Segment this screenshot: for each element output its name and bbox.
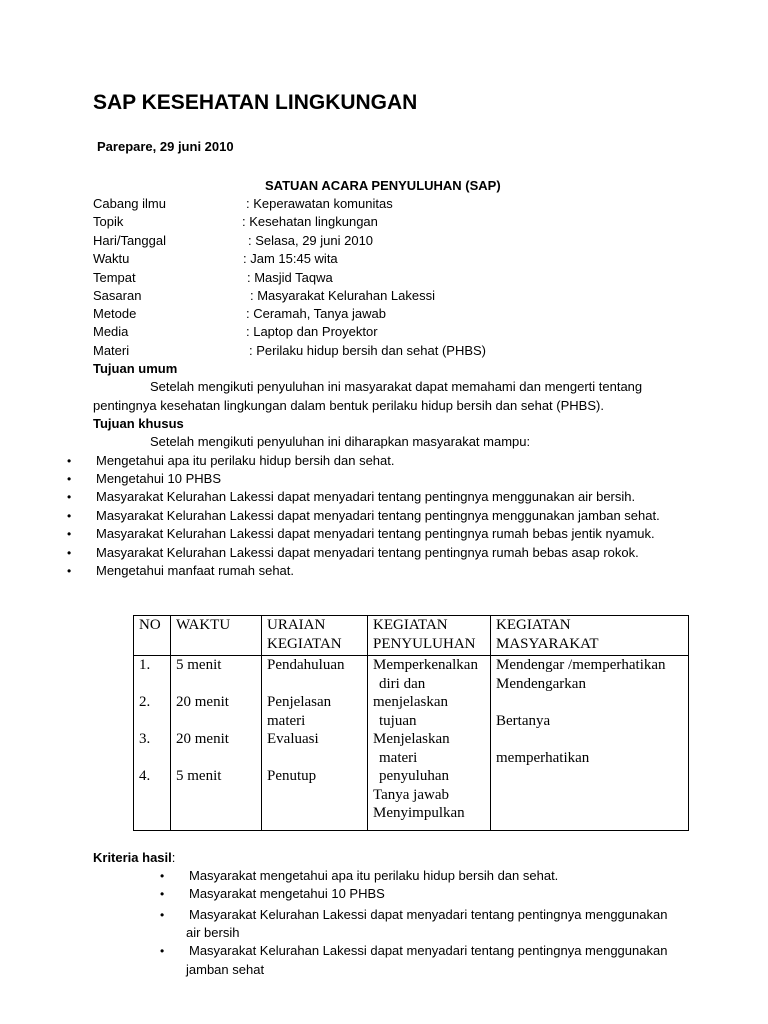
bullet-icon: • (67, 454, 72, 468)
cell-line: diri dan (379, 675, 426, 692)
cell-line: 5 menit (176, 657, 222, 673)
cell-line: 1. (139, 657, 151, 673)
cell-line (496, 730, 683, 749)
info-label: Metode (93, 306, 137, 321)
bullet-icon: • (67, 564, 72, 578)
info-value: : Laptop dan Proyektor (246, 324, 378, 339)
info-value: : Perilaku hidup bersih dan sehat (PHBS) (249, 343, 487, 358)
info-value: : Masyarakat Kelurahan Lakessi (250, 288, 435, 303)
cell-line: Penjelasan (267, 694, 332, 710)
table-row (134, 656, 689, 831)
cell-line: KEGIATAN (496, 617, 571, 633)
bullet-icon: • (160, 869, 165, 883)
list-item: Masyarakat Kelurahan Lakessi dapat menyadari tentang pentingnya menggunakan (189, 907, 668, 922)
kriteria-label: Kriteria hasil (93, 850, 172, 865)
info-label: Tempat (93, 270, 136, 285)
info-label: Waktu (93, 251, 130, 266)
tujuan-umum-text-line-2: pentingnya kesehatan lingkungan dalam bentuk perilaku hidup bersih dan sehat (PHBS). (93, 398, 604, 413)
bullet-icon: • (160, 944, 165, 958)
kriteria-heading (93, 850, 175, 865)
list-item-continuation: air bersih (186, 925, 240, 940)
list-item: Masyarakat mengetahui 10 PHBS (189, 886, 385, 901)
list-item: Mengetahui 10 PHBS (96, 471, 222, 486)
cell-line: 20 menit (176, 731, 229, 747)
list-item: Masyarakat Kelurahan Lakessi dapat menyadari tentang pentingnya rumah bebas jentik nyamuk. (96, 526, 655, 541)
cell-line: NO (139, 617, 161, 633)
header-uraian-kegiatan (262, 616, 368, 656)
cell-line: MASYARAKAT (496, 635, 599, 652)
cell-line: materi (267, 712, 306, 729)
col-uraian (262, 656, 368, 831)
col-kegiatan-penyuluhan (368, 656, 491, 831)
tujuan-khusus-heading: Tujuan khusus (93, 416, 184, 431)
info-label: Media (93, 324, 129, 339)
header-no (134, 616, 171, 656)
tujuan-khusus-intro: Setelah mengikuti penyuluhan ini diharapkan masyarakat mampu: (150, 434, 531, 449)
col-kegiatan-masyarakat (491, 656, 689, 831)
cell-line: URAIAN (267, 617, 326, 633)
cell-line: Pendahuluan (267, 657, 345, 673)
header-kegiatan-masyarakat (491, 616, 689, 656)
tujuan-umum-heading: Tujuan umum (93, 361, 178, 376)
cell-line: penyuluhan (379, 768, 449, 784)
bullet-icon: • (67, 509, 72, 523)
list-item: Masyarakat Kelurahan Lakessi dapat menyadari tentang pentingnya menggunakan (189, 943, 668, 958)
cell-line: Tanya jawab (373, 786, 449, 803)
cell-line: memperhatikan (496, 749, 590, 766)
info-label: Hari/Tanggal (93, 233, 166, 248)
cell-line: materi (379, 749, 418, 766)
cell-line: Menyimpulkan (373, 805, 465, 821)
list-item: Masyarakat Kelurahan Lakessi dapat menyadari tentang pentingnya menggunakan jamban sehat. (96, 508, 660, 523)
list-item: Masyarakat Kelurahan Lakessi dapat menyadari tentang pentingnya menggunakan air bersih. (96, 489, 636, 504)
cell-line: PENYULUHAN (373, 635, 476, 652)
tujuan-umum-text-line-1: Setelah mengikuti penyuluhan ini masyarakat dapat memahami dan mengerti tentang (150, 379, 643, 394)
info-label: Cabang ilmu (93, 196, 166, 211)
document-title: SAP KESEHATAN LINGKUNGAN (93, 91, 418, 114)
cell-line: Mendengarkan (496, 675, 586, 692)
cell-line (267, 675, 362, 694)
header-kegiatan-penyuluhan (368, 616, 491, 656)
col-no (134, 656, 171, 831)
bullet-icon: • (160, 887, 165, 901)
bullet-icon: • (160, 908, 165, 922)
cell-line (176, 749, 256, 768)
bullet-icon: • (67, 527, 72, 541)
info-label: Sasaran (93, 288, 142, 303)
info-value: : Jam 15:45 wita (243, 251, 338, 266)
list-item: Masyarakat mengetahui apa itu perilaku hidup bersih dan sehat. (189, 868, 559, 883)
list-item: Mengetahui manfaat rumah sehat. (96, 563, 295, 578)
cell-line: 5 menit (176, 768, 222, 784)
cell-line: WAKTU (176, 617, 231, 633)
cell-line: 3. (139, 731, 151, 747)
cell-line: KEGIATAN (373, 617, 448, 633)
activity-table (133, 615, 689, 831)
cell-line (139, 749, 165, 768)
info-value: : Selasa, 29 juni 2010 (248, 233, 374, 248)
table-header-row (134, 616, 689, 656)
cell-line (139, 712, 165, 731)
cell-line: 20 menit (176, 694, 229, 710)
list-item: Mengetahui apa itu perilaku hidup bersih dan sehat. (96, 453, 395, 468)
cell-line: tujuan (379, 712, 417, 729)
cell-line (176, 712, 256, 731)
cell-line: Mendengar /memperhatikan (496, 657, 666, 673)
cell-line: KEGIATAN (267, 635, 342, 652)
cell-line: Menjelaskan (373, 731, 450, 747)
info-value: : Masjid Taqwa (247, 270, 333, 285)
cell-line (267, 749, 362, 768)
cell-line: Penutup (267, 768, 317, 784)
cell-line: Memperkenalkan (373, 657, 478, 673)
cell-line: menjelaskan (373, 694, 448, 710)
info-label: Topik (93, 214, 124, 229)
cell-line: Bertanya (496, 712, 551, 729)
info-label: Materi (93, 343, 130, 358)
col-waktu (171, 656, 262, 831)
bullet-icon: • (67, 546, 72, 560)
place-date: Parepare, 29 juni 2010 (97, 139, 234, 154)
cell-line: 2. (139, 694, 151, 710)
sap-heading: SATUAN ACARA PENYULUHAN (SAP) (265, 178, 501, 193)
list-item: Masyarakat Kelurahan Lakessi dapat menyadari tentang pentingnya rumah bebas asap rokok. (96, 545, 639, 560)
info-value: : Ceramah, Tanya jawab (246, 306, 386, 321)
bullet-icon: • (67, 490, 72, 504)
cell-line: Evaluasi (267, 731, 319, 747)
header-waktu (171, 616, 262, 656)
info-value: : Keperawatan komunitas (246, 196, 393, 211)
cell-line (139, 675, 165, 694)
cell-line (176, 675, 256, 694)
bullet-icon: • (67, 472, 72, 486)
info-value: : Kesehatan lingkungan (242, 214, 378, 229)
kriteria-colon: : (171, 850, 176, 865)
cell-line: 4. (139, 768, 151, 784)
list-item-continuation: jamban sehat (186, 962, 265, 977)
cell-line (496, 693, 683, 712)
